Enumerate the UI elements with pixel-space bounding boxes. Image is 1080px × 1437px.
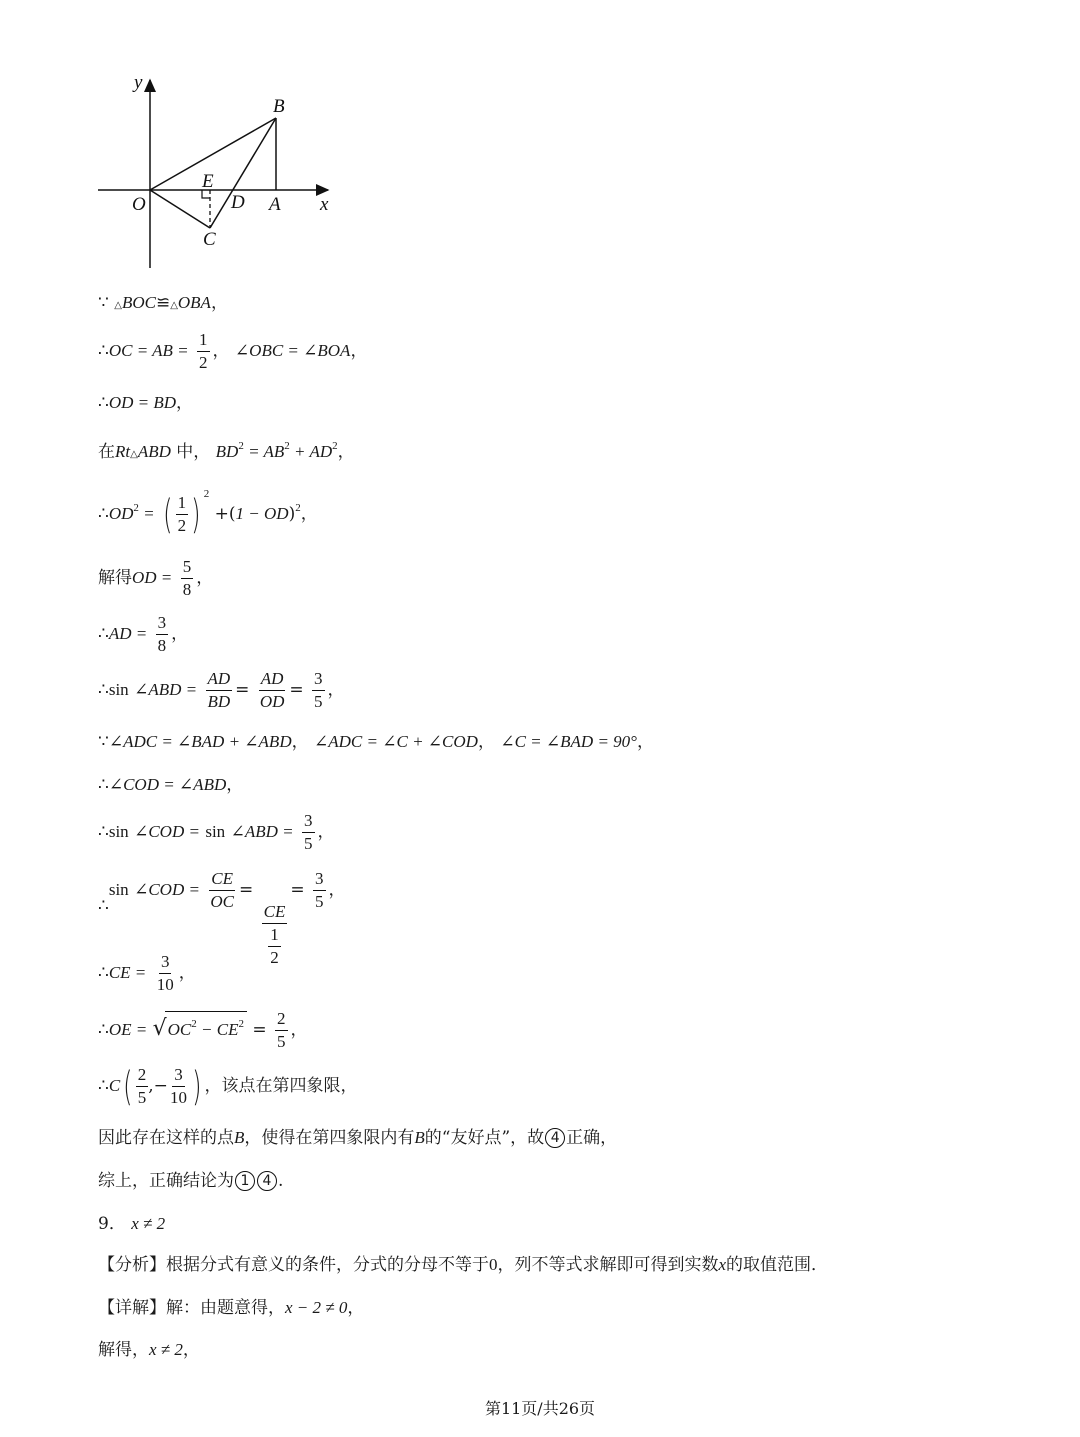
circled-number-1: 1 [235,1171,255,1191]
detail-line: 【详解】解：由题意得，x − 2 ≠ 0， [98,1298,365,1318]
solution-line-10: ∴∠COD = ∠ABD， [98,775,244,795]
geometry-figure [88,68,348,278]
label-c: C [203,229,216,250]
solution-line-21: 解得，x ≠ 2， [98,1340,200,1360]
label-y: y [134,72,143,93]
page-footer: 第11页/共26页 [484,1399,596,1418]
solution-line-12: ∴sin ∠COD = $\frac{CE}{OC}$ = $\frac{CE}{\frac{1}{2}}$ = $\frac{3}{5}$ ， [98,869,346,967]
label-a: A [269,194,281,215]
circled-number-4: 4 [545,1128,565,1148]
answer-9: 9． x ≠ 2 [98,1214,166,1234]
label-o: O [132,194,146,215]
label-d: D [231,192,245,213]
solution-line-4: 在Rt△ABD 中， $BD^2 = AB^2 + AD^2$， [98,440,355,462]
solution-line-17: 综上，正确结论为 1 4 . [98,1171,284,1191]
solution-line-8: ∴sin ∠ABD = $\frac{AD}{BD}$ = $\frac{AD}{OD}$ = $\frac{3}{5}$ ， [98,669,345,711]
label-x: x [320,194,329,215]
solution-line-5: $\therefore OD^2$ = ( $\frac{1}{2}$ ) $^2$ +(1 − OD)$^2$， [98,488,318,538]
label-e: E [202,171,214,192]
circled-number-4: 4 [257,1171,277,1191]
solution-line-1: ∵ △BOC≌△OBA， [98,293,228,313]
analysis-line: 【分析】根据分式有意义的条件，分式的分母不等于0，列不等式求解即可得到实数x的取值范围． [98,1255,829,1275]
solution-line-2: ∴OC = AB = $\frac{1}{2}$ ， ∠OBC = ∠BOA， [98,330,368,372]
solution-line-7: ∴AD = $\frac{3}{8}$ ， [98,613,189,655]
solution-line-13: ∴CE = $\frac{3}{10}$ ， [98,952,196,994]
solution-line-16: 因此存在这样的点B，使得在第四象限内有B的“友好点”，故 4 正确， [98,1128,618,1148]
segment-oc [150,190,210,228]
solution-line-14: ∴OE = $√OC^2 - CE^2$ = $\frac{2}{5}$ ， [98,1009,308,1051]
solution-line-6: 解得OD = $\frac{5}{8}$ ， [98,557,214,599]
solution-line-11: ∴sin ∠COD = sin ∠ABD = $\frac{3}{5}$ ， [98,811,335,853]
label-b: B [273,96,285,117]
solution-line-15: ∴C( $\frac{2}{5}$ ,− $\frac{3}{10}$ ) ，该点在第四象限， [98,1063,358,1110]
solution-line-9: ∵∠ADC = ∠BAD + ∠ABD， ∠ADC = ∠C + ∠COD， ∠C = ∠BAD = 90°， [98,732,654,752]
solution-line-3: ∴OD = BD， [98,393,194,413]
